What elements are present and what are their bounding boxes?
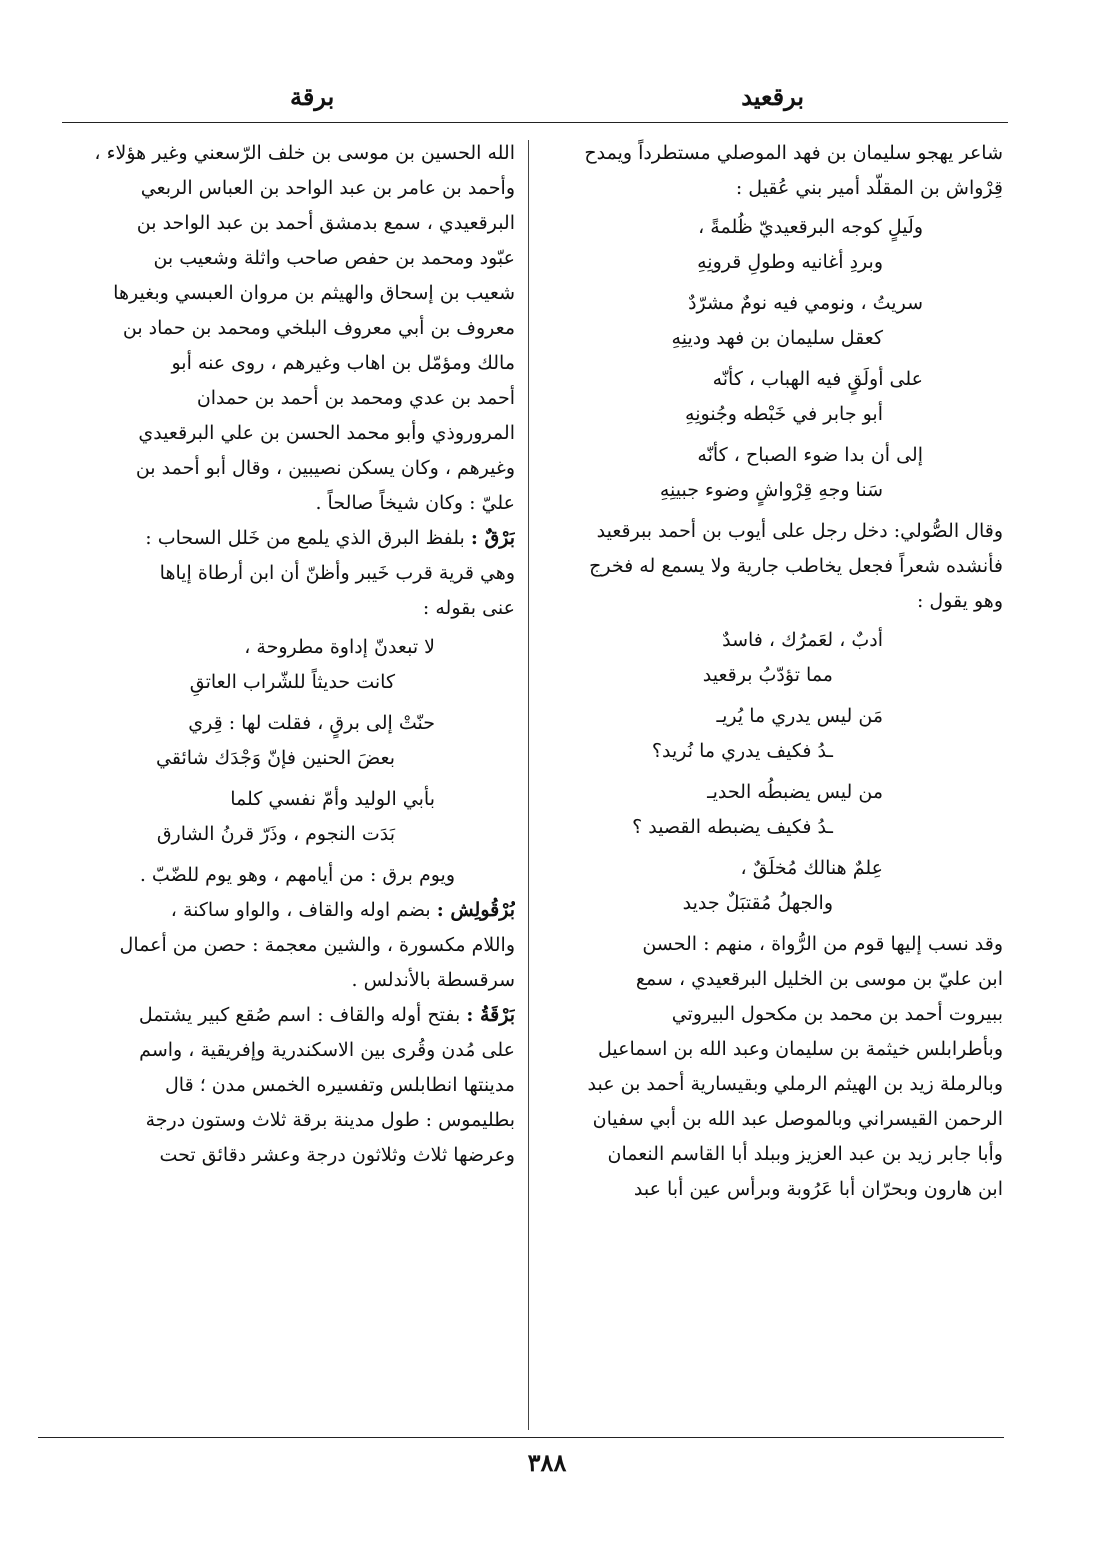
- verse-hemistich: إلى أن بدا ضوء الصباح ، كأنّه: [697, 444, 923, 466]
- verse-hemistich: ـدُ فكيف يضبطه القصيد ؟: [632, 816, 833, 838]
- verse-hemistich: مَن ليس يدري ما يُريـ: [716, 705, 883, 727]
- entry-lemma: بَرْقَةُ :: [466, 1004, 515, 1026]
- text-line: وعرضها ثلاث وثلاثون درجة وعشر دقائق تحت: [159, 1144, 515, 1166]
- poem-verse: [60, 706, 515, 776]
- entry-text: بفتح أوله والقاف : اسم صُقع كبير يشتمل: [138, 1004, 461, 1026]
- poem-verse: [545, 362, 1003, 432]
- column-divider: [528, 140, 529, 1430]
- verse-hemistich: بَدَت النجوم ، وذَرّ قرنُ الشارق: [156, 823, 395, 845]
- page-number: ٣٨٨: [527, 1448, 567, 1477]
- poem-verse: [545, 438, 1003, 508]
- text-line: مدينتها انطابلس وتفسيره الخمس مدن ؛ قال: [165, 1074, 515, 1096]
- text-line: وقال الصُّولي: دخل رجل على أيوب بن أحمد ببرقعيد: [596, 520, 1003, 542]
- text-line: وبالرملة زيد بن الهيثم الرملي وبقيسارية أحمد بن عبد: [587, 1073, 1003, 1095]
- text-line: ببيروت أحمد بن محمد بن مكحول البيروتي: [671, 1003, 1003, 1025]
- verse-hemistich: أبو جابر في خَبْطه وجُنونِهِ: [685, 403, 883, 425]
- left-column: [60, 136, 515, 1432]
- verse-hemistich: أدبٌ ، لعَمرُك ، فاسدٌ: [722, 629, 883, 651]
- text-line: البرقعيدي ، سمع بدمشق أحمد بن عبد الواحد بن: [136, 212, 515, 234]
- header-rule: [62, 122, 1008, 123]
- entry-text: بضم اوله والقاف ، والواو ساكنة ،: [170, 899, 431, 921]
- text-line: المروروذي وأبو محمد الحسن بن علي البرقعيدي: [138, 422, 515, 444]
- text-line: أحمد بن عدي ومحمد بن أحمد بن حمدان: [196, 387, 515, 409]
- running-header-right: برقعيد: [741, 82, 804, 111]
- text-line: وبأطرابلس خيثمة بن سليمان وعبد الله بن اسماعيل: [598, 1038, 1003, 1060]
- entry-lemma: بَرْقٌ :: [470, 527, 515, 549]
- poem-verse: [60, 630, 515, 700]
- text-line: وأبا جابر زيد بن عبد العزيز وببلد أبا القاسم النعمان: [607, 1143, 1003, 1165]
- entry-first-line: [60, 521, 515, 556]
- running-header-left: برقة: [290, 82, 335, 111]
- verse-hemistich: ـدُ فكيف يدري ما نُريد؟: [651, 740, 833, 762]
- poem-verse: [545, 775, 1003, 845]
- poem-verse: [545, 286, 1003, 356]
- verse-hemistich: على أولَقٍ فيه الهباب ، كأنّه: [712, 368, 923, 390]
- text-line: ابن عليّ بن موسى بن الخليل البرقعيدي ، سمع: [635, 968, 1003, 990]
- verse-hemistich: مما تؤدّبُ برقعيد: [702, 664, 833, 686]
- verse-hemistich: بعضَ الحنين فإنّ وَجْدَك شائقي: [156, 747, 395, 769]
- verse-hemistich: والجهلُ مُقتبَلٌ جديد: [682, 892, 833, 914]
- text-line: مالك ومؤمّل بن اهاب وغيرهم ، روى عنه أبو: [171, 352, 515, 374]
- verse-hemistich: عِلمٌ هنالك مُخلَقٌ ،: [740, 857, 883, 879]
- verse-hemistich: سريتُ ، ونومي فيه نومٌ مشرّدٌ: [688, 292, 923, 314]
- entry-lemma: بُرْقُولِش :: [436, 899, 515, 921]
- entry-first-line: [60, 893, 515, 928]
- text-line: فأنشده شعراً فجعل يخاطب جارية ولا يسمع له فخرج: [589, 555, 1003, 577]
- text-line: عنى بقوله :: [422, 597, 515, 619]
- text-line: وغيرهم ، وكان يسكن نصيبين ، وقال أبو أحمد بن: [135, 457, 515, 479]
- verse-hemistich: حنّتْ إلى برقٍ ، فقلت لها : قِري: [188, 712, 435, 734]
- poem-verse: [60, 782, 515, 852]
- poem-verse: [545, 210, 1003, 280]
- verse-hemistich: سَنا وجهِ قِرْواشٍ وضوء جبينِهِ: [659, 479, 883, 501]
- footer-rule: [38, 1437, 1004, 1438]
- entry-first-line: [60, 998, 515, 1033]
- verse-hemistich: بأبي الوليد وأمّ نفسي كلما: [230, 788, 435, 810]
- verse-hemistich: ولَيلٍ كوجه البرقعيديّ ظُلمةً ،: [698, 216, 923, 238]
- verse-hemistich: لا تبعدنّ إداوة مطروحة ،: [244, 636, 435, 658]
- text-line: عليّ : وكان شيخاً صالحاً .: [315, 492, 515, 514]
- text-line: ويوم برق : من أيامهم ، وهو يوم للضّبّ .: [139, 864, 455, 886]
- text-line: واللام مكسورة ، والشين معجمة : حصن من أعمال: [119, 934, 515, 956]
- right-column: [545, 136, 1003, 1432]
- verse-hemistich: كانت حديثاً للشّراب العاتقِ: [189, 671, 395, 693]
- entry-text: بلفظ البرق الذي يلمع من خَلل السحاب :: [145, 527, 465, 549]
- text-line: عبّود ومحمد بن حفص صاحب واثلة وشعيب بن: [153, 247, 515, 269]
- text-line: وأحمد بن عامر بن عبد الواحد بن العباس الربعي: [140, 177, 515, 199]
- text-line: على مُدن وقُرى بين الاسكندرية وإفريقية ، واسم: [139, 1039, 515, 1061]
- text-line: معروف بن أبي معروف البلخي ومحمد بن حماد بن: [122, 317, 515, 339]
- text-line: الله الحسين بن موسى بن خلف الرّسعني وغير هؤلاء ،: [94, 142, 515, 164]
- text-line: قِرْواش بن المقلّد أمير بني عُقيل :: [735, 177, 1003, 199]
- text-line: سرقسطة بالأندلس .: [351, 969, 515, 991]
- poem-verse: [545, 851, 1003, 921]
- text-line: شاعر يهجو سليمان بن فهد الموصلي مستطرداً ويمدح: [584, 142, 1003, 164]
- text-line: الرحمن القيسراني وبالموصل عبد الله بن أبي سفيان: [592, 1108, 1003, 1130]
- poem-verse: [545, 699, 1003, 769]
- text-line: وهو يقول :: [916, 590, 1003, 612]
- text-line: ابن هارون وبحرّان أبا عَرُوبة وبرأس عين أبا عبد: [633, 1178, 1003, 1200]
- verse-hemistich: كعقل سليمان بن فهد ودينِهِ: [671, 327, 883, 349]
- verse-hemistich: من ليس يضبطُه الحديـ: [707, 781, 883, 803]
- poem-verse: [545, 623, 1003, 693]
- text-line: بطليموس : طول مدينة برقة ثلاث وستون درجة: [145, 1109, 515, 1131]
- text-line: وهي قرية قرب خَيبر وأظنّ أن ابن أرطاة إياها: [159, 562, 515, 584]
- verse-hemistich: وبردِ أغانيه وطولِ قرونِهِ: [697, 251, 883, 273]
- text-line: شعيب بن إسحاق والهيثم بن مروان العبسي وبغيرها: [113, 282, 515, 304]
- text-line: وقد نسب إليها قوم من الرُّواة ، منهم : الحسن: [642, 933, 1003, 955]
